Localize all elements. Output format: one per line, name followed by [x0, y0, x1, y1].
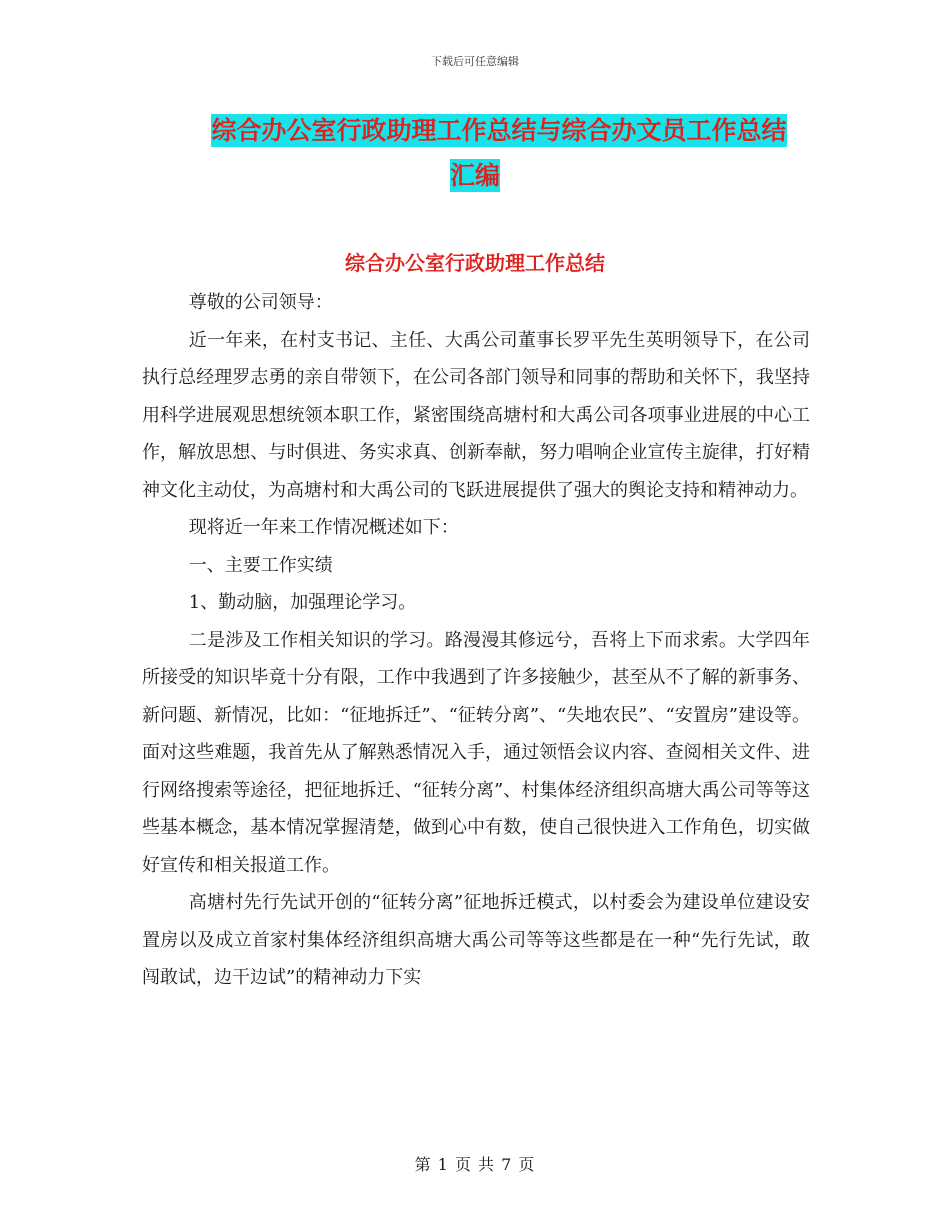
document-title-line2: 汇编 — [449, 161, 500, 190]
document-body — [142, 284, 810, 997]
paragraph: 1、勤动脑，加强理论学习。 — [188, 592, 417, 613]
paragraph: 高塘村先行先试开创的“征转分离”征地拆迁模式，以村委会为建设单位建设安置房以及成立首家村集体经济组织高塘大禹公司等等这些都是在一种“先行先试，敢闯敢试，边干边试”的精神动力下实 — [142, 892, 810, 988]
section-title: 综合办公室行政助理工作总结 — [345, 251, 605, 275]
header-note: 下载后可任意编辑 — [431, 55, 519, 68]
page-number: 第 1 页 共 7 页 — [414, 1155, 536, 1174]
paragraph: 一、主要工作实绩 — [188, 554, 333, 576]
paragraph: 现将近一年来工作情况概述如下： — [188, 517, 459, 538]
document-title — [0, 108, 950, 198]
document-title-line1: 综合办公室行政助理工作总结与综合办文员工作总结 — [211, 116, 787, 145]
paragraph: 二是涉及工作相关知识的学习。路漫漫其修远兮，吾将上下而求索。大学四年所接受的知识毕竟十分有限，工作中我遇到了许多接触少，甚至从不了解的新事务、新问题、新情况，比如：“征地拆迁”、“征转分离”、“失地农民”、“安置房”建设等。面对这些难题，我首先从了解熟悉情况入手，通过领悟会议内容、查阅相关文件、进行网络搜索等途径，把征地拆迁、“征转分离”、村集体经济组织高塘大禹公司等等这些基本概念，基本情况掌握清楚，做到心中有数，使自己很快进入工作角色，切实做好宣传和相关报道工作。 — [142, 629, 810, 876]
paragraph: 尊敬的公司领导： — [188, 292, 333, 313]
paragraph: 近一年来，在村支书记、主任、大禹公司董事长罗平先生英明领导下，在公司执行总经理罗志勇的亲自带领下，在公司各部门领导和同事的帮助和关怀下，我坚持用科学进展观思想统领本职工作，紧密围绕高塘村和大禹公司各项事业进展的中心工作，解放思想、与时俱进、务实求真、创新奉献，努力唱响企业宣传主旋律，打好精神文化主动仗，为高塘村和大禹公司的飞跃进展提供了强大的舆论支持和精神动力。 — [142, 329, 810, 501]
